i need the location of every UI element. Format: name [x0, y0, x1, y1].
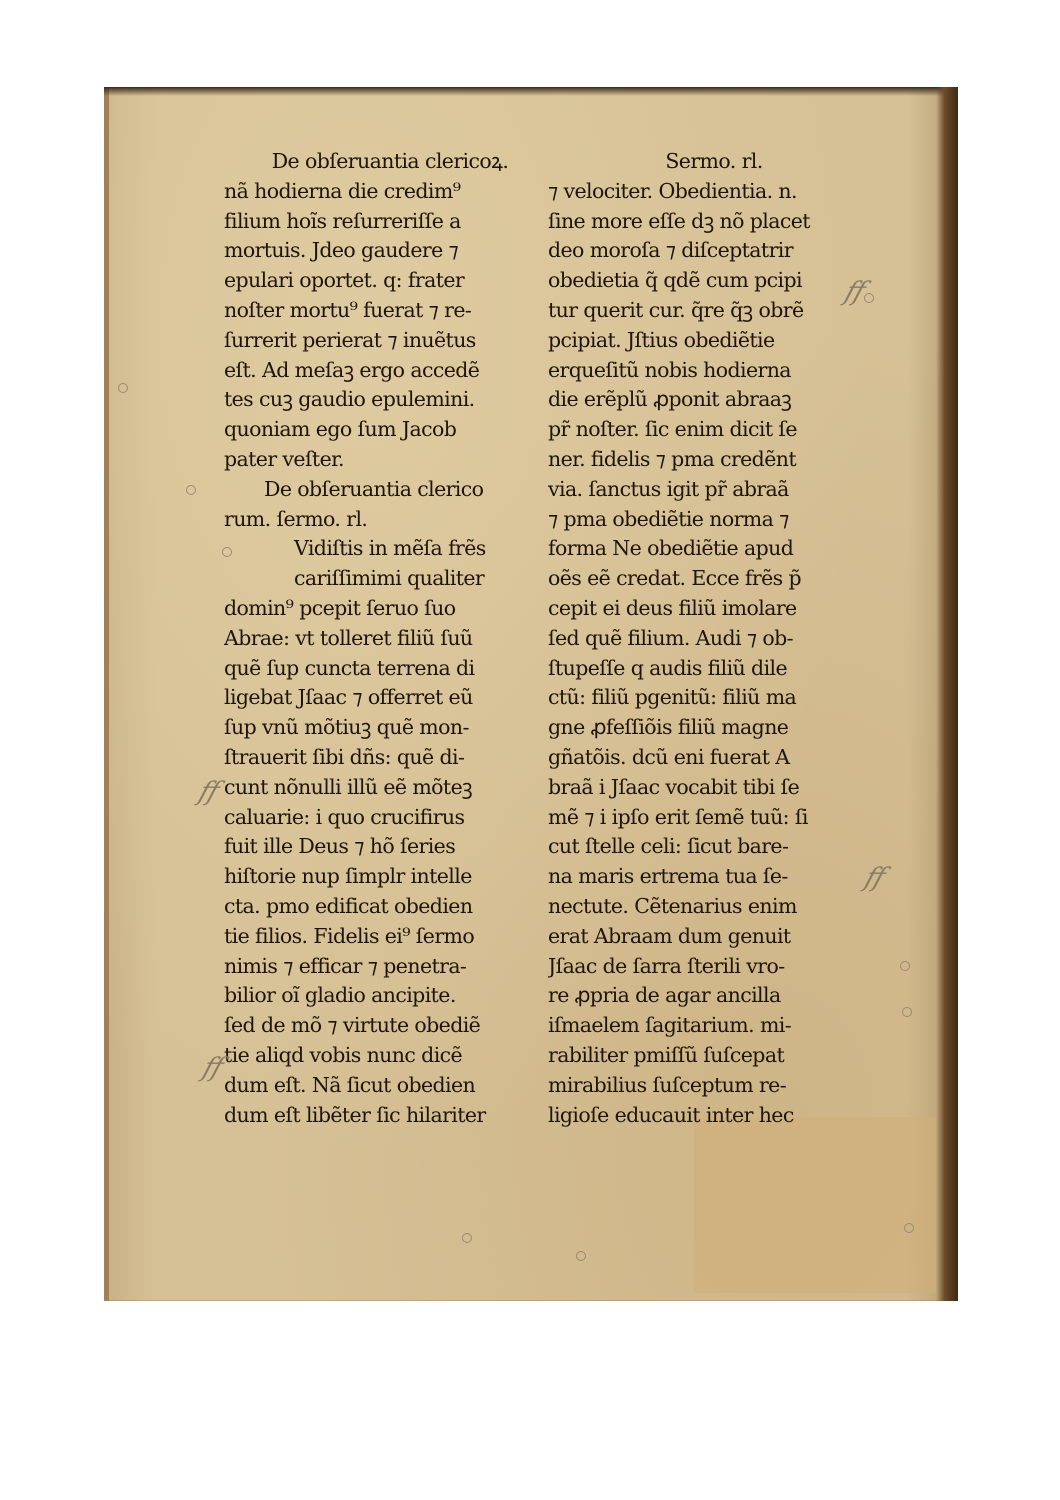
- margin-mark-right-middle: ff: [861, 863, 890, 893]
- text-line: ſed de mõ ⁊ virtute obediẽ: [224, 1013, 481, 1038]
- text-line: fuit ille Deus ⁊ hõ ſeries: [224, 834, 456, 859]
- paper-speck: [222, 547, 232, 557]
- text-line: re ꝓpria de agar ancilla: [548, 983, 781, 1008]
- text-line: ligioſe educauit inter hec: [548, 1102, 794, 1127]
- text-line: hiſtorie nup ſimplr intelle: [224, 864, 472, 889]
- paper-speck: [186, 485, 196, 495]
- text-line: domin⁹ pcepit ſeruo ſuo: [224, 595, 456, 620]
- text-line: dum eſt libẽter ſic hilariter: [224, 1102, 486, 1127]
- text-line: filium hoĩs reſurreriſſe a: [224, 208, 461, 233]
- paper-speck: [904, 1223, 914, 1233]
- margin-mark-left-bottom: ff: [199, 1053, 228, 1083]
- text-line: ⁊ velociter. Obedientia. n.: [548, 178, 797, 203]
- text-line: oẽs eẽ credat. Ecce frẽs p̃: [548, 566, 801, 591]
- text-line: quoniam ego ſum Jacob: [224, 417, 457, 442]
- text-line: ner. fidelis ⁊ pma credẽnt: [548, 446, 796, 471]
- text-line: gñatõis. dcũ eni fuerat A: [548, 744, 790, 769]
- text-line: mẽ ⁊ i ipſo erit ſemẽ tuũ: ſi: [548, 804, 808, 829]
- text-line: mirabilius ſuſceptum re-: [548, 1072, 787, 1097]
- text-line: pater veſter.: [224, 446, 344, 471]
- text-line: rabiliter pmiſſũ ſuſcepat: [548, 1042, 785, 1067]
- text-line: tie filios. Fidelis ei⁹ ſermo: [224, 923, 475, 948]
- text-line: ſine more eſſe dꝫ nõ placet: [548, 208, 810, 233]
- text-line: Jſaac de ſarra ſterili vro-: [548, 953, 785, 978]
- paper-speck: [900, 961, 910, 971]
- manuscript-leaf: [104, 87, 958, 1301]
- text-line: ſup vnũ mõtiuꝫ quẽ mon-: [224, 715, 469, 740]
- text-line: tur querit cur. q̃re q̃ꝫ obrẽ: [548, 297, 804, 322]
- text-line: ctũ: filiũ pgenitũ: filiũ ma: [548, 685, 797, 710]
- leaf-left-edge: [104, 87, 109, 1301]
- paper-repair-patch: [694, 1117, 936, 1293]
- text-line: tie aliqd vobis nunc dicẽ: [224, 1042, 463, 1067]
- paper-speck: [902, 1007, 912, 1017]
- text-line: forma Ne obediẽtie apud: [548, 536, 794, 561]
- text-line: ſed quẽ filium. Audi ⁊ ob-: [548, 625, 793, 650]
- paper-speck: [462, 1233, 472, 1243]
- text-line: na maris ertrema tua ſe-: [548, 864, 788, 889]
- text-line: quẽ ſup cuncta terrena di: [224, 655, 475, 680]
- text-line: gne ꝓfeſſiõis filiũ magne: [548, 715, 789, 740]
- text-line: Vidiſtis in mẽſa frẽs: [294, 536, 486, 561]
- text-line: epulari oportet. q: frater: [224, 268, 465, 293]
- text-line: ſtupeſſe q audis filiũ dile: [548, 655, 788, 680]
- text-line: pcipiat. Jſtius obediẽtie: [548, 327, 775, 352]
- text-line: ligebat Jſaac ⁊ offerret eũ: [224, 685, 473, 710]
- paper-speck: [118, 383, 128, 393]
- text-line: noſter mortu⁹ fuerat ⁊ re-: [224, 297, 472, 322]
- text-line: ⁊ pma obediẽtie norma ⁊: [548, 506, 789, 531]
- text-line: erat Abraam dum genuit: [548, 923, 791, 948]
- text-line: die erẽplũ ꝓponit abraaꝫ: [548, 387, 792, 412]
- text-line: braã i Jſaac vocabit tibi ſe: [548, 774, 800, 799]
- text-line: cariſſimimi qualiter: [294, 566, 485, 591]
- text-line: nimis ⁊ efficar ⁊ penetra-: [224, 953, 467, 978]
- text-line: eſt. Ad meſaꝫ ergo accedẽ: [224, 357, 480, 382]
- text-line: caluarie: i quo crucifirus: [224, 804, 465, 829]
- running-head-left: De obſeruantia clericoꝝ.: [271, 149, 509, 173]
- text-line: ſtrauerit ſibi dñs: quẽ di-: [224, 744, 465, 769]
- text-line: cepit ei deus filiũ imolare: [548, 595, 797, 620]
- text-line: cta. pmo edificat obedien: [224, 893, 473, 918]
- text-line: erqueſitũ nobis hodierna: [548, 357, 791, 382]
- text-line: Abrae: vt tolleret filiũ ſuũ: [224, 625, 473, 650]
- text-line: via. ſanctus igit pr̃ abraã: [548, 476, 789, 501]
- text-line: cunt nõnulli illũ eẽ mõteꝫ: [224, 774, 472, 799]
- running-head-right: Sermo. rl.: [665, 149, 763, 173]
- text-line: mortuis. Jdeo gaudere ⁊: [224, 238, 459, 263]
- left-text-column: [224, 147, 556, 1130]
- text-line: dum eſt. Nã ſicut obedien: [224, 1072, 476, 1097]
- text-line: pr̃ noſter. ſic enim dicit ſe: [548, 417, 797, 442]
- sermon-title-line: De obſeruantia clerico: [264, 476, 484, 501]
- paper-speck: [864, 293, 874, 303]
- text-line: iſmaelem ſagitarium. mi-: [548, 1013, 792, 1038]
- text-line: tes cuꝫ gaudio epulemini.: [224, 387, 475, 412]
- text-line: deo moroſa ⁊ diſceptatrir: [548, 238, 793, 263]
- text-line: nectute. Cẽtenarius enim: [548, 893, 797, 918]
- sermon-title-line: rum. ſermo. rl.: [224, 506, 368, 531]
- leaf-binding-edge: [936, 87, 958, 1301]
- text-line: cut ſtelle celi: ſicut bare-: [548, 834, 789, 859]
- margin-mark-right-top: ff: [841, 277, 870, 307]
- margin-mark-left-middle: ff: [195, 777, 224, 807]
- leaf-top-shadow: [104, 87, 958, 96]
- text-line: ſurrerit perierat ⁊ inuẽtus: [224, 327, 476, 352]
- paper-speck: [576, 1251, 586, 1261]
- text-line: bilior oĩ gladio ancipite.: [224, 983, 456, 1008]
- right-text-column: [548, 147, 880, 1130]
- text-line: nã hodierna die credim⁹: [224, 178, 461, 203]
- text-line: obedietia q̃ qdẽ cum pcipi: [548, 268, 802, 293]
